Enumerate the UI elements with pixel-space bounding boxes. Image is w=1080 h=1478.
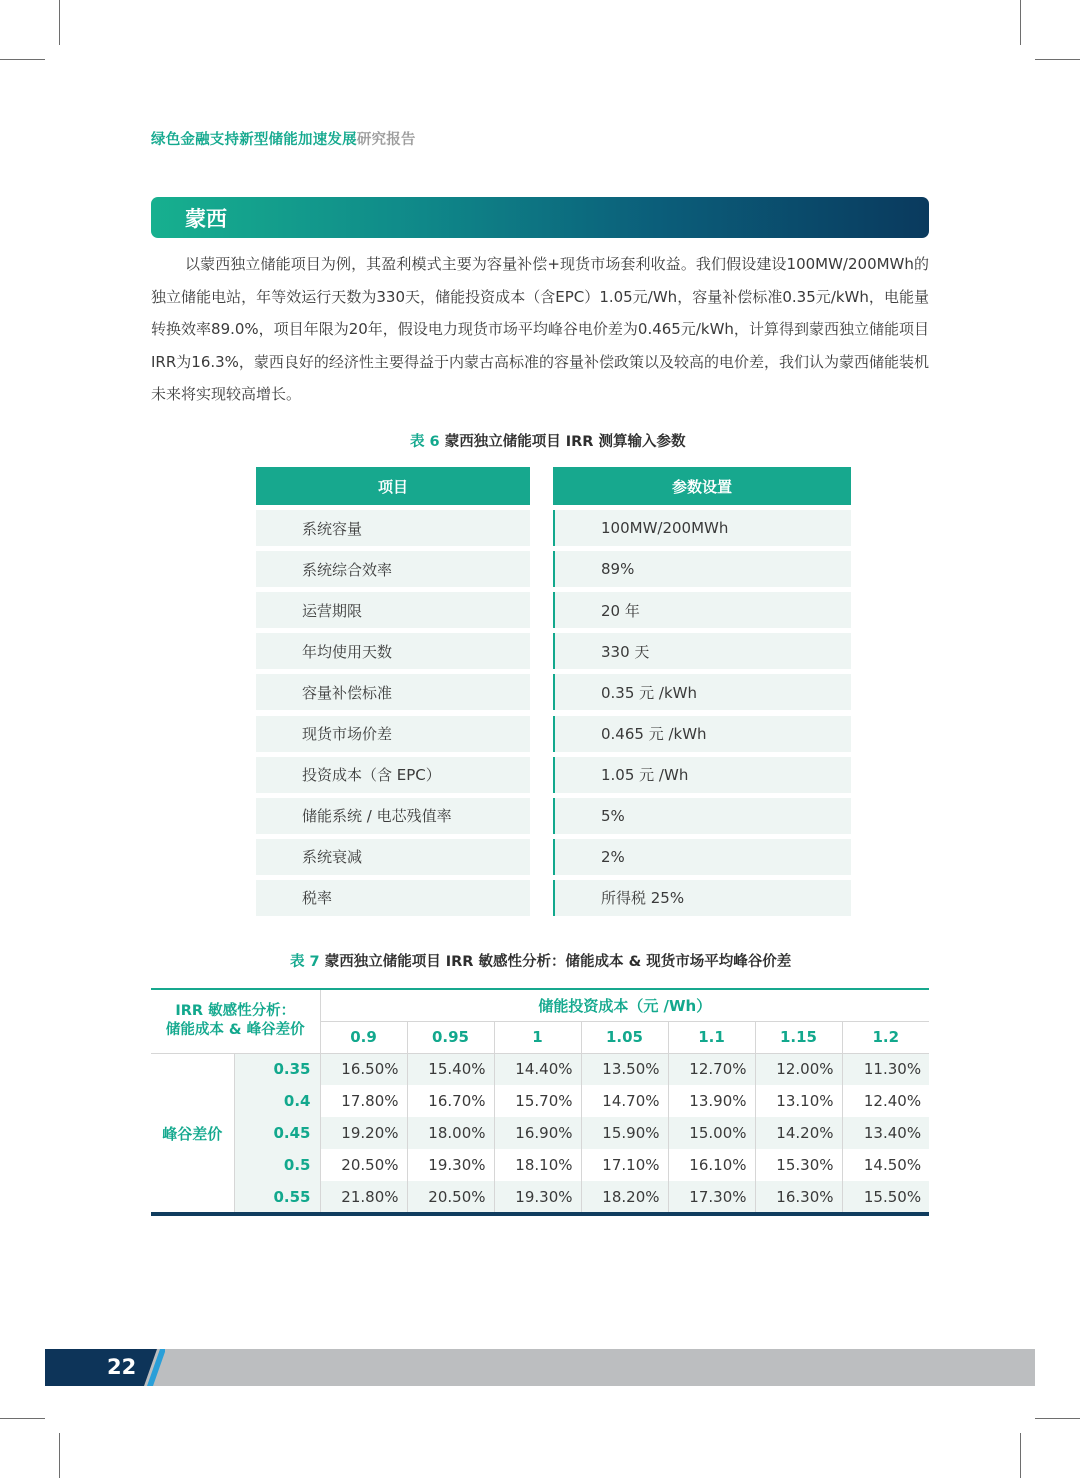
table6-cell-item: 系统容量 xyxy=(256,510,530,546)
table7-cell: 14.50% xyxy=(863,1156,922,1174)
table7-cell: 19.30% xyxy=(494,1181,581,1213)
table6-cell-item: 系统综合效率 xyxy=(256,551,530,587)
table7-cell: 17.30% xyxy=(668,1181,755,1213)
table7-column-group-header: 储能投资成本（元 /Wh） xyxy=(320,989,929,1021)
table7-bottom-rule xyxy=(151,1212,929,1216)
table7-cell: 14.40% xyxy=(494,1053,581,1085)
table7-cell: 19.20% xyxy=(320,1117,407,1149)
table7-column-header: 1.1 xyxy=(668,1021,755,1053)
table-row xyxy=(151,1149,929,1181)
table6-header-item: 项目 xyxy=(256,467,530,505)
crop-mark xyxy=(0,59,45,60)
table7-caption xyxy=(290,950,791,971)
crop-mark xyxy=(59,1433,60,1478)
table6-cell-item: 年均使用天数 xyxy=(256,633,530,669)
table7-cell: 14.70% xyxy=(581,1085,668,1117)
page-number: 22 xyxy=(107,1355,137,1379)
table7-cell: 17.10% xyxy=(581,1149,668,1181)
body-paragraph: 以蒙西独立储能项目为例，其盈利模式主要为容量补偿+现货市场套利收益。我们假设建设100MW/200MWh的独立储能电站，年等效运行天数为330天，储能投资成本（含EPC）1.05元/Wh，容量补偿标准0.35元/kWh，电能量转换效率89.0%，项目年限为20年，假设电力现货市场平均峰谷电价差为0.465元/kWh，计算得到蒙西独立储能项目IRR为16.3%，蒙西良好的经济性主要得益于内蒙古高标准的容量补偿政策以及较高的电价差，我们认为蒙西储能装机未来将实现较高增长。 xyxy=(151,255,929,403)
crop-mark xyxy=(59,0,60,45)
crop-mark xyxy=(1020,0,1021,45)
table7-cell: 19.30% xyxy=(407,1149,494,1181)
table7-cell: 13.40% xyxy=(842,1117,929,1149)
table7-cell: 16.90% xyxy=(494,1117,581,1149)
table7-cell: 15.00% xyxy=(668,1117,755,1149)
table6-cell-setting: 0.35 元 /kWh xyxy=(553,674,851,710)
table7-corner-header xyxy=(151,989,320,1053)
table6-cell-setting: 0.465 元 /kWh xyxy=(553,716,851,752)
table7-corner-line2: 储能成本 & 峰谷差价 xyxy=(165,1022,305,1039)
table6-cell-item: 运营期限 xyxy=(256,592,530,628)
table7-cell: 15.90% xyxy=(581,1117,668,1149)
table7-cell: 15.70% xyxy=(494,1085,581,1117)
table-row xyxy=(151,1181,929,1213)
table7-cell: 14.20% xyxy=(755,1117,842,1149)
sensitivity-table xyxy=(151,988,929,1213)
table7-row-header: 0.35 xyxy=(234,1053,320,1085)
crop-mark xyxy=(1020,1433,1021,1478)
table7-cell: 21.80% xyxy=(320,1181,407,1213)
table7-cell: 12.40% xyxy=(863,1092,922,1110)
footer-grey-bar xyxy=(45,1349,1035,1386)
header-title-suffix: 研究报告 xyxy=(356,132,416,148)
table7-row-header: 0.45 xyxy=(234,1117,320,1149)
table7-cell: 20.50% xyxy=(407,1181,494,1213)
table7-cell: 16.30% xyxy=(755,1181,842,1213)
page-footer xyxy=(45,1349,1035,1386)
table7-cell: 11.30% xyxy=(842,1053,929,1085)
table7-cell: 18.10% xyxy=(494,1149,581,1181)
table7-row-header: 0.4 xyxy=(234,1085,320,1117)
table6-header-setting: 参数设置 xyxy=(553,467,851,505)
table6-caption xyxy=(410,430,686,451)
table7-cell: 13.50% xyxy=(581,1053,668,1085)
table7-cell: 18.00% xyxy=(407,1117,494,1149)
table7-column-header: 0.9 xyxy=(320,1021,407,1053)
table7-column-header: 1.15 xyxy=(755,1021,842,1053)
table7-cell: 13.10% xyxy=(755,1085,842,1117)
table7-row-header: 0.55 xyxy=(234,1181,320,1213)
footer-navy-block xyxy=(45,1349,165,1386)
table7-cell: 15.50% xyxy=(842,1181,929,1213)
section-title: 蒙西 xyxy=(185,207,227,231)
header-title-main: 绿色金融支持新型储能加速发展 xyxy=(151,132,357,148)
table7-column-header: 0.95 xyxy=(407,1021,494,1053)
table7-cell: 16.70% xyxy=(407,1085,494,1117)
table7-row-header: 0.5 xyxy=(234,1149,320,1181)
table7-column-header: 1.2 xyxy=(872,1028,900,1046)
table6-cell-setting: 89% xyxy=(553,551,851,587)
table6-caption-text: 蒙西独立储能项目 IRR 测算输入参数 xyxy=(444,434,686,450)
crop-mark xyxy=(0,1418,45,1419)
table-row xyxy=(151,1053,929,1085)
crop-mark xyxy=(1035,1418,1080,1419)
table6-cell-item: 系统衰减 xyxy=(256,839,530,875)
table7-cell: 16.50% xyxy=(320,1053,407,1085)
table7-column-header: 1 xyxy=(494,1021,581,1053)
table6-cell-setting: 2% xyxy=(553,839,851,875)
table7-cell: 20.50% xyxy=(320,1149,407,1181)
section-banner xyxy=(151,197,929,238)
table6-cell-item: 容量补偿标准 xyxy=(256,674,530,710)
table7-corner-line1: IRR 敏感性分析： xyxy=(175,1003,296,1020)
table7-row-group-header: 峰谷差价 xyxy=(151,1053,234,1213)
table6-cell-item: 税率 xyxy=(256,880,530,916)
table6-caption-number: 表 6 xyxy=(410,434,440,450)
table7-column-header: 1.05 xyxy=(581,1021,668,1053)
table7-caption-text: 蒙西独立储能项目 IRR 敏感性分析：储能成本 & 现货市场平均峰谷价差 xyxy=(324,954,792,970)
table7-cell: 16.10% xyxy=(668,1149,755,1181)
table7-cell: 18.20% xyxy=(581,1181,668,1213)
table6-cell-item: 储能系统 / 电芯残值率 xyxy=(256,798,530,834)
running-header xyxy=(151,128,416,149)
table7-cell: 12.70% xyxy=(668,1053,755,1085)
table6-cell-setting: 100MW/200MWh xyxy=(553,510,851,546)
table7-cell: 15.30% xyxy=(755,1149,842,1181)
table-row xyxy=(151,1085,929,1117)
table6-cell-setting: 5% xyxy=(553,798,851,834)
table7-cell: 17.80% xyxy=(320,1085,407,1117)
table7-cell: 12.00% xyxy=(755,1053,842,1085)
table6-cell-setting: 330 天 xyxy=(553,633,851,669)
table6-cell-item: 现货市场价差 xyxy=(256,716,530,752)
crop-mark xyxy=(1035,59,1080,60)
table7-cell: 13.90% xyxy=(668,1085,755,1117)
table6-cell-item: 投资成本（含 EPC） xyxy=(256,757,530,793)
table6-cell-setting: 20 年 xyxy=(553,592,851,628)
table-row xyxy=(151,1117,929,1149)
table6-cell-setting: 1.05 元 /Wh xyxy=(553,757,851,793)
table7-cell: 15.40% xyxy=(407,1053,494,1085)
table6-cell-setting: 所得税 25% xyxy=(553,880,851,916)
table7-caption-number: 表 7 xyxy=(290,954,320,970)
